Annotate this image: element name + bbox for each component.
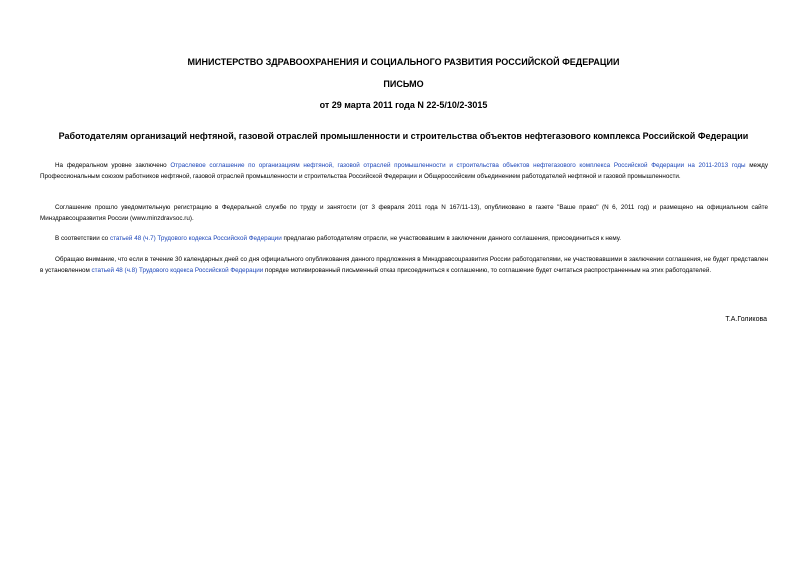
paragraph-proposal — [40, 234, 768, 245]
paragraph-registration — [40, 203, 768, 224]
document-date-number: от 29 марта 2011 года N 22-5/10/2-3015 — [319, 100, 488, 110]
paragraph-text: Обращаю внимание, что если в течение 30 календарных дней со дня официального опубликования данного предложения в Минздравсоцразвития России работодателями, не участвовавшими в заключении соглашения, не будет представлен в установленном — [40, 256, 768, 274]
labor-code-article-48-part-8-link[interactable]: статьей 48 (ч.8) Трудового кодекса Российской Федерации — [91, 266, 264, 274]
paragraph-text: На федеральном уровне заключено — [55, 162, 171, 169]
ministry-name: МИНИСТЕРСТВО ЗДРАВООХРАНЕНИЯ И СОЦИАЛЬНОГО РАЗВИТИЯ РОССИЙСКОЙ ФЕДЕРАЦИИ — [187, 57, 620, 67]
paragraph-text: В соответствии со — [55, 235, 110, 242]
labor-code-article-48-part-7-link[interactable]: статьей 48 (ч.7) Трудового кодекса Российской Федерации — [109, 235, 282, 242]
signature: Т.А.Голикова — [725, 316, 767, 323]
paragraph-agreement — [40, 161, 768, 182]
agreement-link[interactable]: Отраслевое соглашение по организациям нефтяной, газовой отраслей промышленности и строительства объектов нефтегазового комплекса Российской Федерации на 2011-2013 годы — [170, 162, 746, 169]
paragraph-text: Соглашение прошло уведомительную регистрацию в Федеральной службе по труду и занятости (от 3 февраля 2011 года N 167/11-13), опубликовано в газете "Ваше право" (N 6, 2011 год) и размещено на официальном сайте Минздравсоцразвития России (www.minzdravsoc.ru). — [40, 204, 768, 222]
paragraph-text: предлагаю работодателям отрасли, не участвовавшим в заключении данного соглашения, присоединиться к нему. — [281, 235, 622, 242]
paragraph-text: порядке мотивированный письменный отказ присоединиться к соглашению, то соглашение будет считаться распространенным на этих работодателей. — [263, 266, 712, 274]
paragraph-notice — [40, 255, 768, 276]
document-title: Работодателям организаций нефтяной, газовой отраслей промышленности и строительства объектов нефтегазового комплекса Российской Федерации — [58, 131, 749, 141]
document-type: ПИСЬМО — [383, 79, 424, 89]
paragraph-text: между Профессиональным союзом работников нефтяной, газовой отраслей промышленности и строительства Российской Федерации и Общероссийским объединением работодателей нефтяной и газовой промышленности. — [40, 162, 769, 180]
